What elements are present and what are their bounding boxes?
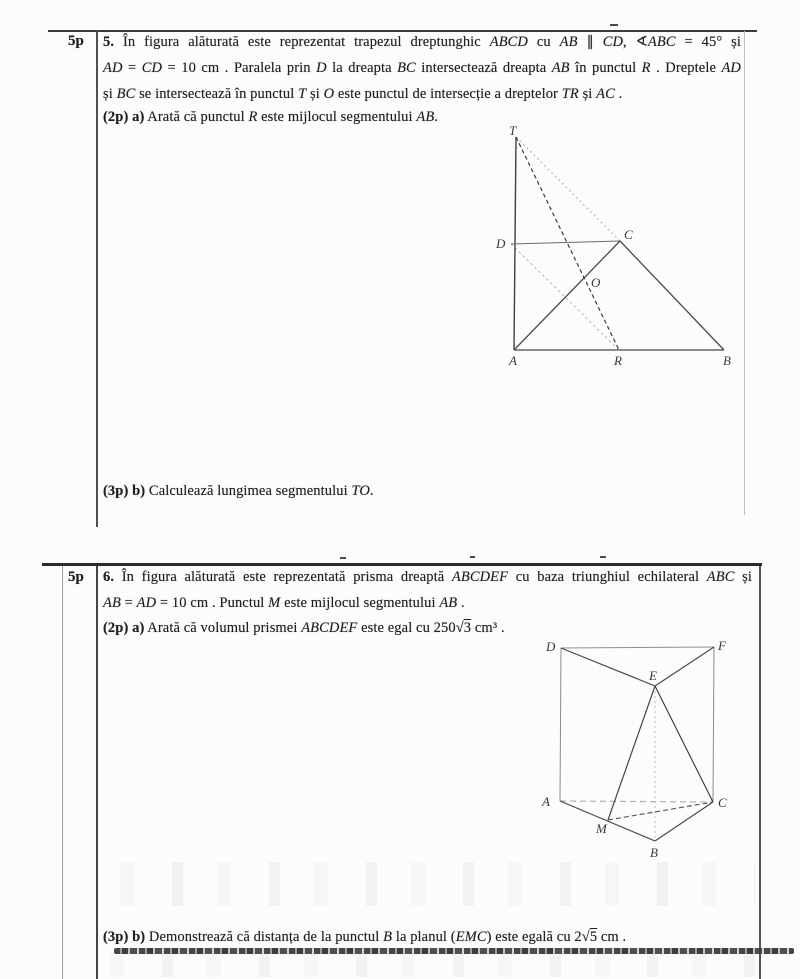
box5-score-separator xyxy=(96,31,98,527)
line-DF xyxy=(561,647,714,648)
scan-speck-box6-1 xyxy=(340,557,346,559)
figure-trapezoid xyxy=(485,125,765,375)
problem5-part-b: (3p) b) Calculează lungimea segmentului TO. xyxy=(103,483,374,499)
label-E: E xyxy=(649,668,657,683)
label-A: A xyxy=(542,794,550,809)
label-F: F xyxy=(718,638,726,653)
line-AC-hidden xyxy=(560,801,713,802)
line-AB xyxy=(560,801,655,841)
line-EC xyxy=(655,686,713,802)
label-R: R xyxy=(614,353,622,368)
label-M: M xyxy=(596,821,607,836)
scan-streaks-bottom xyxy=(110,955,755,977)
line-MC-dashed xyxy=(608,802,713,820)
problem6-part-b: (3p) b) Demonstrează că distanța de la punctul B la planul (EMC) este egală cu 2√5 cm . xyxy=(103,929,627,945)
figure-prism xyxy=(540,635,770,865)
problem5-part-a: (2p) a) Arată că punctul R este mijlocul segmentului AB. xyxy=(103,109,439,125)
label-C: C xyxy=(624,227,633,242)
box6-top-border xyxy=(42,563,762,566)
problem5-line-3: și BC se intersectează în punctul T și O este punctul de intersecție a dreptelor TR și AC . xyxy=(103,86,623,102)
label-C: C xyxy=(718,795,727,810)
line-EM xyxy=(608,686,655,820)
box5-top-border xyxy=(48,30,757,32)
line-EF xyxy=(655,647,714,686)
problem6-line-2: AB = AD = 10 cm . Punctul M este mijlocul segmentului AB . xyxy=(103,595,465,611)
problem5-score-badge: 5p xyxy=(68,33,84,49)
line-FC xyxy=(713,647,714,802)
label-A: A xyxy=(509,353,517,368)
label-O: O xyxy=(591,275,601,290)
line-DC xyxy=(511,241,620,244)
label-B: B xyxy=(723,353,731,368)
box6-left-border xyxy=(62,566,63,979)
label-T: T xyxy=(509,125,517,138)
scan-speck-box6-3 xyxy=(600,556,606,558)
line-DA xyxy=(560,648,561,801)
scan-grain-band xyxy=(114,948,794,954)
problem6-line-1: 6. În figura alăturată este reprezentată prisma dreaptă ABCDEF cu baza triunghiul echilateral ABC și xyxy=(103,569,752,585)
label-D: D xyxy=(496,236,506,251)
label-D: D xyxy=(546,639,556,654)
label-B: B xyxy=(650,845,658,860)
scan-speck-top xyxy=(610,24,618,26)
problem5-line-2: AD = CD = 10 cm . Paralela prin D la dreapta BC intersectează dreapta AB în punctul R . Dreptele AD xyxy=(103,60,741,76)
problem5-line-1: 5. În figura alăturată este reprezentat trapezul dreptunghic ABCD cu AB ∥ CD, ∢ABC = 45° și xyxy=(103,34,741,50)
problem6-part-a: (2p) a) Arată că volumul prismei ABCDEF este egal cu 250√3 cm³ . xyxy=(103,620,505,636)
scan-speck-box6-2 xyxy=(470,556,475,558)
line-CB xyxy=(620,241,724,350)
scan-streaks-mid xyxy=(120,862,755,906)
box6-score-separator xyxy=(96,566,98,979)
line-BC xyxy=(655,802,713,841)
line-AC xyxy=(514,241,620,350)
problem6-score-badge: 5p xyxy=(68,569,84,585)
line-TC-dotted xyxy=(516,137,620,241)
line-DE xyxy=(561,648,655,686)
